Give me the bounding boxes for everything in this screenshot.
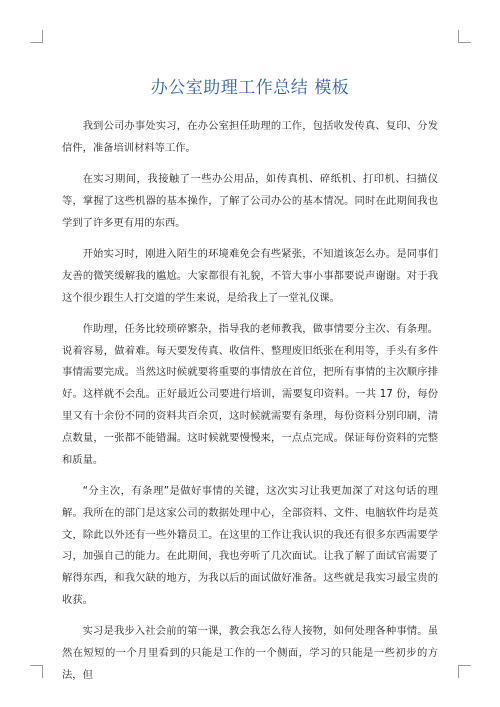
document-title: 办公室助理工作总结 模板 (150, 78, 350, 99)
document-body (62, 116, 438, 696)
paragraph: 作助理，任务比较琐碎繁杂，指导我的老师教我，做事情要分主次、有条理。说着容易，做着难。每天要发传真、收信件、整理废旧纸张在利用等，手头有多件事情需要完成。当然这时候就要将重要的事情放在首位，把所有事情的主次顺序排好。这样就不会乱。正好最近公司要进行培训，需要复印资料。一共 17 份，每份里又有十余份不同的资料共百余页，这时候就需要有条理，每份资料分别印刷，清点数量，一张都不能错漏。这时候就要慢慢来，一点点完成。保证每份资料的完整和质量。 (62, 322, 438, 466)
paragraph: 在实习期间，我接触了一些办公用品，如传真机、碎纸机、打印机、扫描仪等，掌握了这些机器的基本操作，了解了公司办公的基本情况。同时在此期间我也学到了许多更有用的东西。 (62, 173, 438, 229)
crop-mark-bottom-right (458, 665, 471, 678)
crop-mark-top-right (458, 30, 471, 43)
crop-mark-bottom-left (30, 665, 43, 678)
paragraph: “分主次，有条理”是做好事情的关键，这次实习让我更加深了对这句话的理解。我所在的部门是这家公司的数据处理中心，全部资料、文件、电脑软件均是英文，除此以外还有一些外籍员工。在这里的工作让我认识的我还有很多东西需要学习，加强自己的能力。在此期间，我也旁听了几次面试。让我了解了面试官需要了解得东西，和我欠缺的地方，为我以后的面试做好准备。这些就是我实习最宝贵的收获。 (62, 484, 438, 606)
paragraph: 开始实习时，刚进入陌生的环境难免会有些紧张，不知道该怎么办。是同事们友善的微笑缓解我的尴尬。大家都很有礼貌，不管大事小事都要说声谢谢。对于我这个很少跟生人打交道的学生来说，是给我上了一堂礼仪课。 (62, 247, 438, 304)
crop-mark-top-left (30, 30, 43, 43)
paragraph: 实习是我步入社会前的第一课，教会我怎么待人接物，如何处理各种事情。虽然在短短的一个月里看到的只能是工作的一个侧面，学习的只能是一些初步的方法，但 (62, 625, 438, 681)
paragraph: 我到公司办事处实习，在办公室担任助理的工作，包括收发传真、复印、分发信件，准备培训材料等工作。 (62, 120, 438, 154)
